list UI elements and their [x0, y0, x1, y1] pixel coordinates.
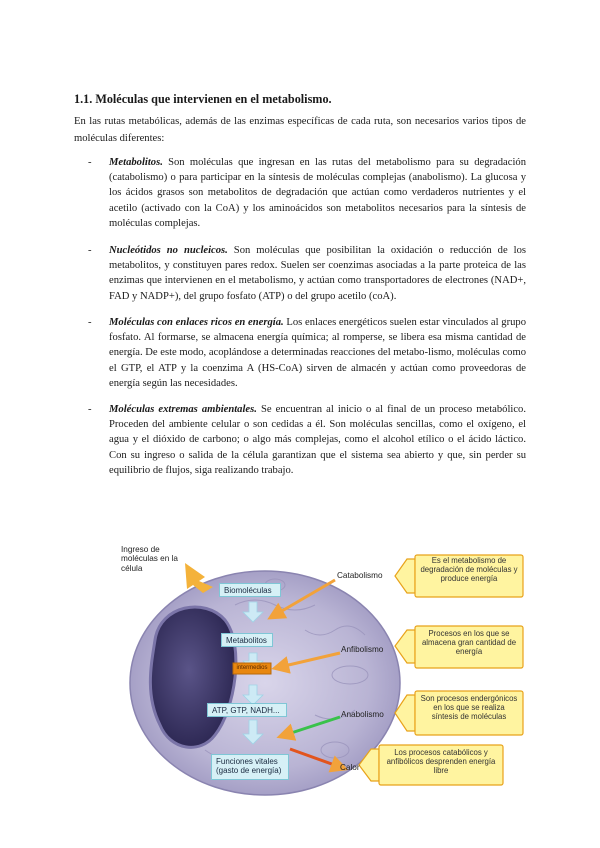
metabolism-figure — [115, 535, 535, 800]
item-text: Son moléculas que ingresan en las rutas del metabolismo para su degradación (catabolismo) o para participar en la síntesis de moléculas complejas (anabolismo). La glucosa y los ácidos grasos son metabolitos de degradación que actúan como verdaderos nutrientes y el acetilo (activado con la CoA) y los aminoácidos son metabolitos necesarios para la síntesis de moléculas complejas. — [109, 157, 526, 229]
item-term: Moléculas extremas ambientales. — [109, 404, 257, 415]
bullet-dash: - — [88, 245, 92, 256]
catabolism-label: Catabolismo — [337, 571, 383, 580]
item-term: Moléculas con enlaces ricos en energía. — [109, 317, 284, 328]
item-text: Son moléculas que posibilitan la oxidación o reducción de los metabolitos, y constituyen pares redox. Suelen ser coenzimas asociadas a la parte proteica de las enzimas que intervienen en el metabolismo, y actúan como transportadores de electrones (NAD+, FAD y NADP+), del grupo fosfato (ATP) o del grupo acetilo (coA). — [109, 245, 526, 302]
heat-label: Calor — [340, 763, 360, 772]
list-item — [88, 402, 526, 478]
flow-box-vital-functions: Funciones vitales (gasto de energía) — [211, 754, 289, 780]
list-item — [88, 243, 526, 304]
item-term: Metabolitos. — [109, 157, 163, 168]
note-anabolism: Son procesos endergónicos en los que se realiza síntesis de moléculas — [420, 694, 518, 721]
flow-box-metabolites: Metabolitos — [221, 633, 273, 647]
intro-paragraph: En las rutas metabólicas, además de las enzimas específicas de cada ruta, son necesarios varios tipos de moléculas diferentes: — [74, 116, 526, 144]
flow-box-biomolecules: Biomoléculas — [219, 583, 281, 597]
bullet-dash: - — [88, 157, 92, 168]
ingress-label: Ingreso de moléculas en la célula — [121, 545, 178, 573]
item-text: Los enlaces energéticos suelen estar vinculados al grupo fosfato. Al formarse, se almacena energía química; al romperse, se libera esa misma cantidad de energía. De este modo, acoplándose a determinadas reacciones del metabo-lismo, moléculas como el GTP, el ATP y la coenzima A (HS-CoA) sirven de almacén y actúan como proveedoras de energía según las necesidades. — [109, 317, 526, 389]
note-anfibolism: Procesos en los que se almacena gran cantidad de energía — [421, 629, 517, 656]
anabolism-label: Anabolismo — [341, 710, 384, 719]
note-heat: Los procesos catabólicos y anfibólicos desprenden energía libre — [386, 748, 496, 775]
flow-box-energy-molecules: ATP, GTP, NADH... — [207, 703, 287, 717]
intermediates-label: intermedios — [236, 665, 268, 671]
item-term: Nucleótidos no nucleicos. — [109, 245, 228, 256]
list-item — [88, 315, 526, 391]
item-text: Se encuentran al inicio o al final de un proceso metabólico. Proceden del ambiente celular o son cedidas a él. Son moléculas sencillas, como el oxígeno, el agua y el dióxido de carbono; o algo más complejas, como el alcohol etílico o el ácido láctico. Con su ingreso o salida de la célula garantizan que el sistema sea abierto y que, sin perder su equilibrio de flujos, siga realizando trabajo. — [109, 404, 527, 476]
anfibolism-label: Anfibolismo — [341, 645, 384, 654]
note-catabolism: Es el metabolismo de degradación de moléculas y produce energía — [420, 556, 518, 583]
section-heading: 1.1. Moléculas que intervienen en el metabolismo. — [74, 92, 332, 106]
list-item — [88, 155, 526, 231]
bullet-dash: - — [88, 317, 92, 328]
bullet-dash: - — [88, 404, 92, 415]
